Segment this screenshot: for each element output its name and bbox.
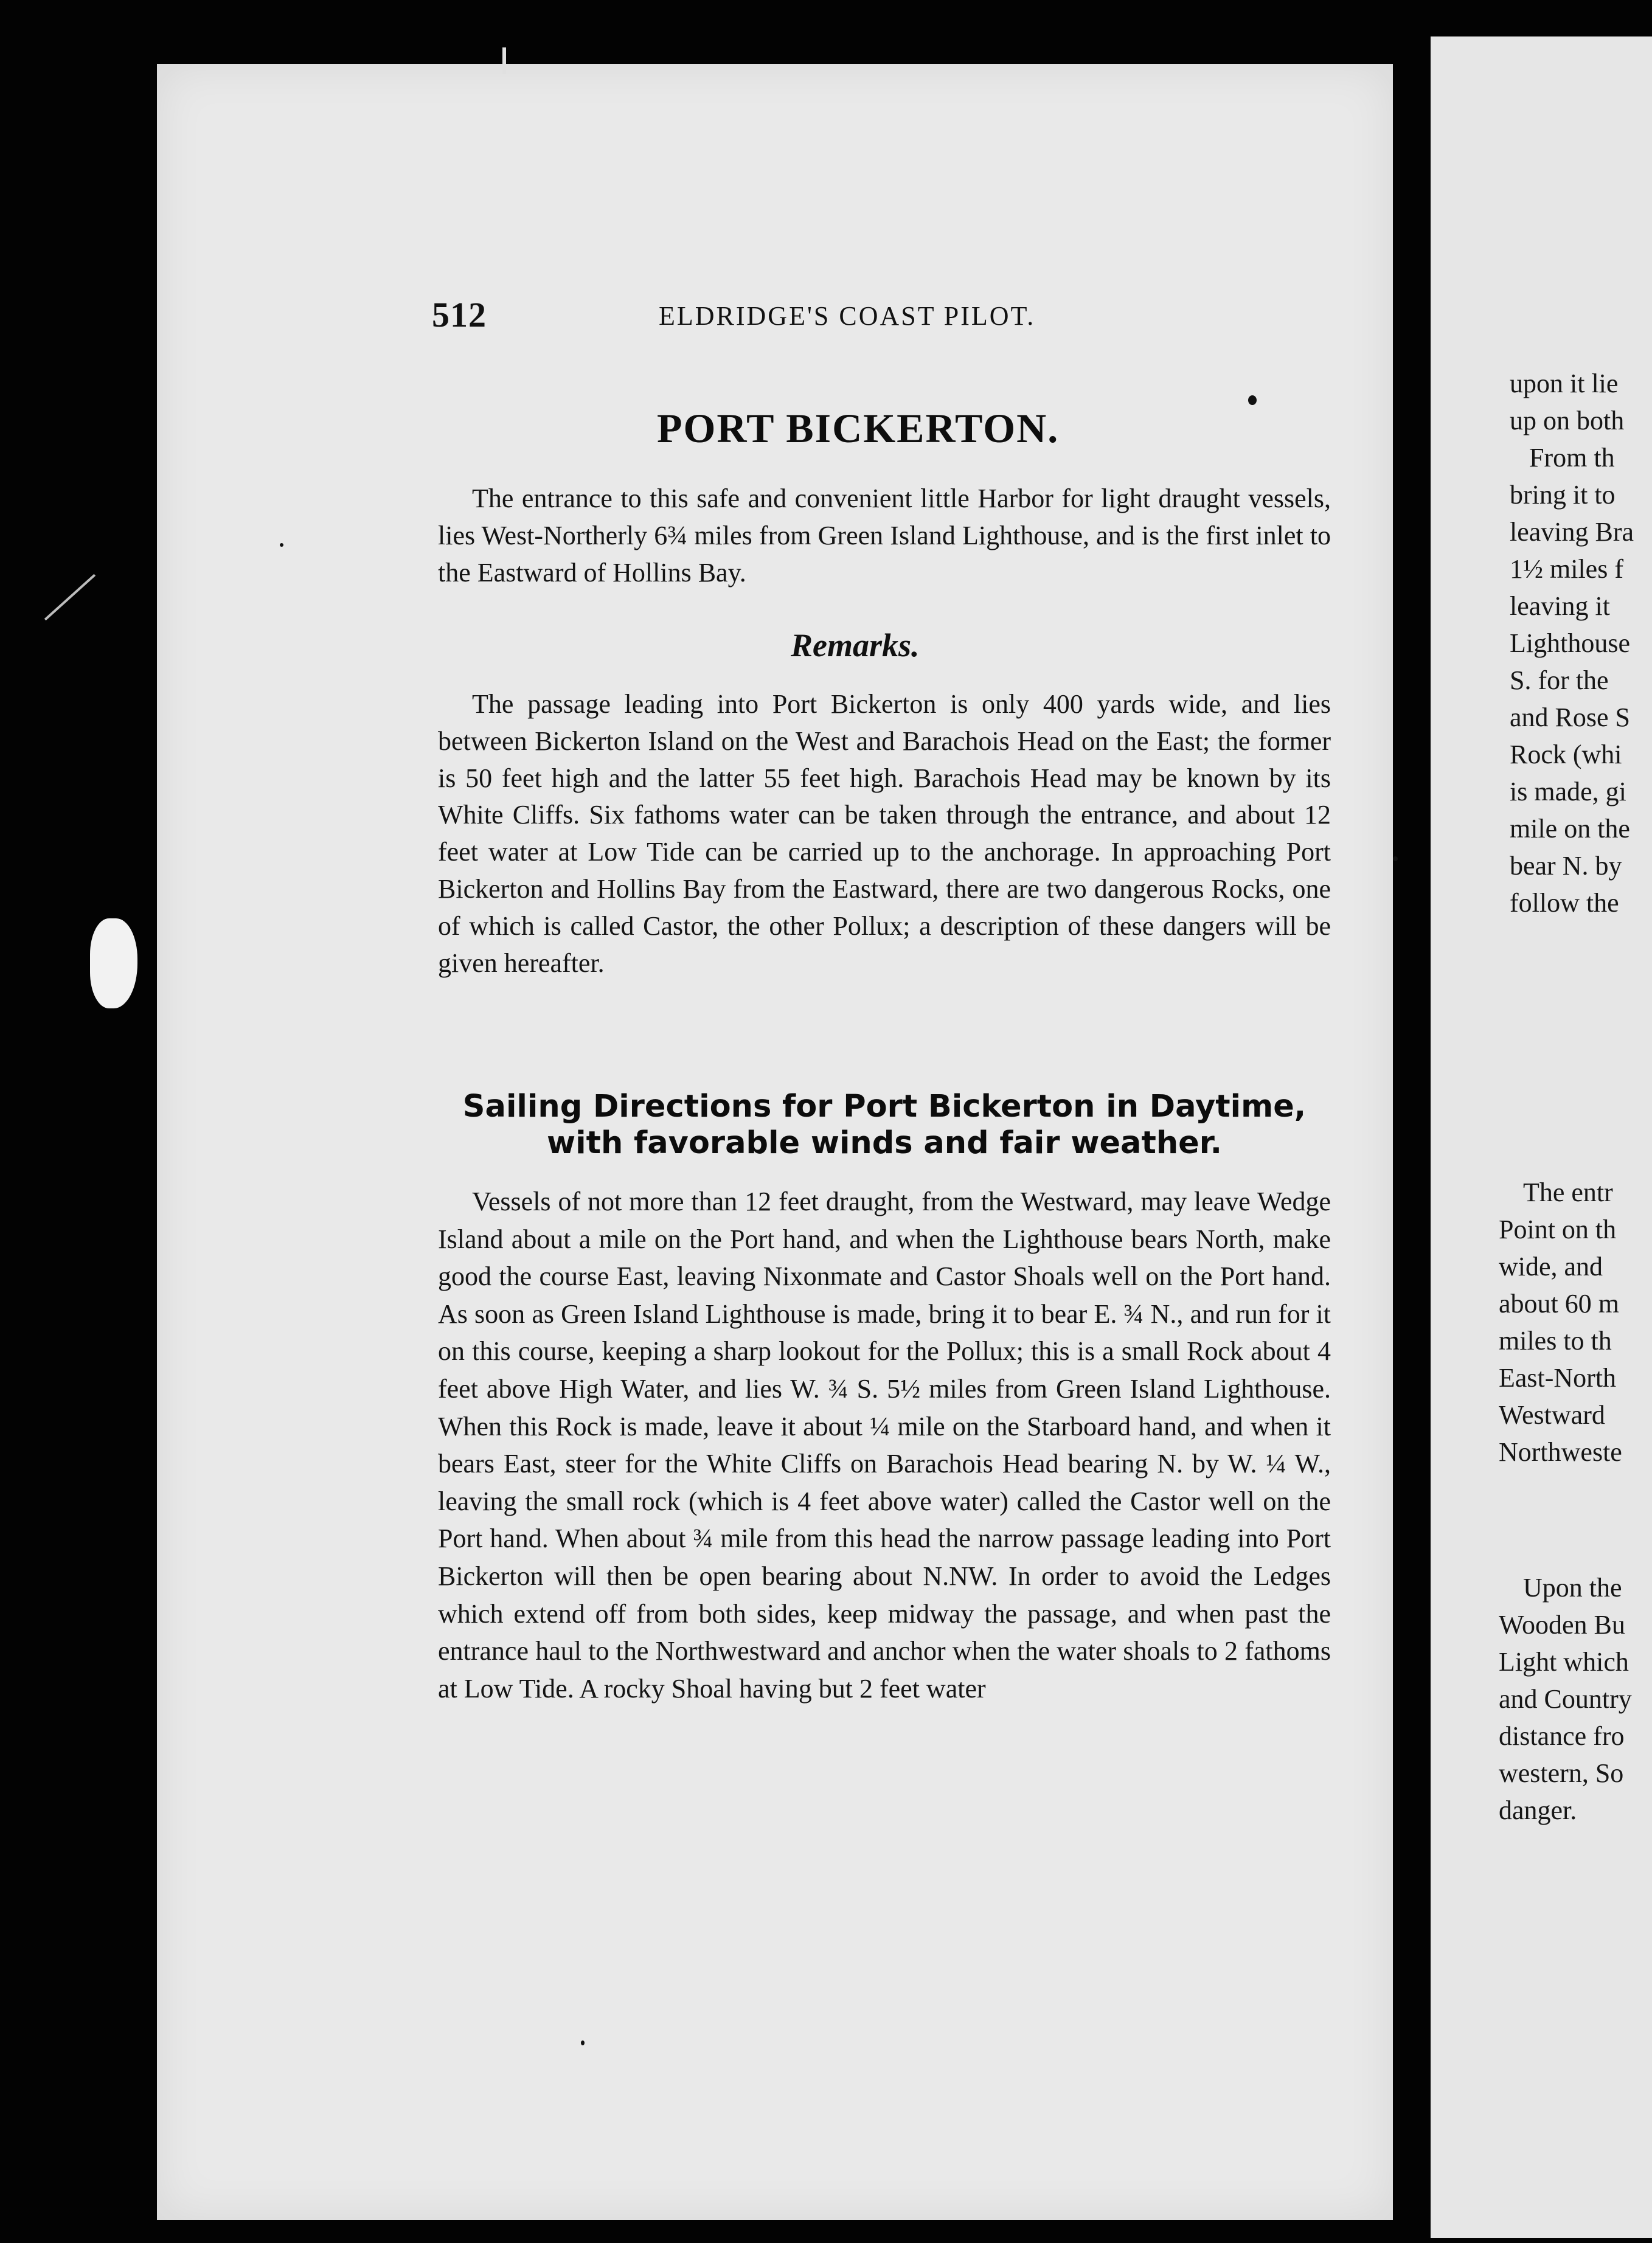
facing-line: Northweste: [1499, 1437, 1622, 1467]
facing-line: bear N. by: [1510, 851, 1622, 881]
facing-line: leaving it: [1510, 591, 1610, 621]
facing-page-block-2: [1499, 1174, 1652, 1471]
facing-page: [1431, 36, 1652, 2238]
facing-line: Rock (whi: [1510, 740, 1622, 769]
facing-line: and Country: [1499, 1684, 1632, 1714]
facing-line: mile on the: [1510, 814, 1630, 844]
running-head: [432, 291, 1393, 339]
facing-line: wide, and: [1499, 1252, 1603, 1281]
facing-page-block-1: [1510, 365, 1652, 921]
facing-line: Light which: [1499, 1647, 1629, 1677]
facing-line: Westward: [1499, 1400, 1605, 1430]
facing-line: follow the: [1510, 888, 1619, 918]
sailing-heading-line-1: Sailing Directions for Port Bickerton in Daytime,: [462, 1089, 1307, 1125]
facing-line: East-North: [1499, 1363, 1617, 1393]
facing-line: Lighthouse: [1510, 628, 1630, 658]
section-title: PORT BICKERTON.: [657, 405, 1060, 451]
ink-speck: [1248, 395, 1257, 405]
sailing-directions-heading: [438, 1089, 1331, 1162]
ink-speck: [280, 543, 283, 547]
sailing-heading-line-2: with favorable winds and fair weather.: [547, 1125, 1222, 1161]
sailing-text: Vessels of not more than 12 feet draught, from the Westward, may leave Wedge Island about a mile on the Port hand, and when the Lighthouse bears North, make good the course East, leaving Nixonmate and Castor Shoals well on the Port hand. As soon as Green Island Lighthouse is made, bring it to bear E. ¾ N., and run for it on this course, keeping a sharp lookout for the Pollux; this is a small Rock about 4 feet above High Water, and lies W. ¾ S. 5½ miles from Green Island Lighthouse. When this Rock is made, leave it about ¼ mile on the Starboard hand, and when it bears East, steer for the White Cliffs on Barachois Head bearing N. by W. ¼ W., leaving the small rock (which is 4 feet above water) called the Castor well on the Port hand. When about ¾ mile from this head the narrow passage leading into Port Bickerton will then be open bearing about N.NW. In order to avoid the Ledges which extend off from both sides, keep midway the passage, and when past the entrance haul to the Northwestward and anchor when the water shoals to 2 fathoms at Low Tide. A rocky Shoal having but 2 feet water: [438, 1187, 1331, 1704]
facing-line: Upon the: [1523, 1573, 1622, 1603]
top-edge-mark: [502, 47, 506, 74]
facing-line: From th: [1529, 443, 1615, 473]
facing-line: S. for the: [1510, 665, 1609, 695]
margin-tab-mark: [90, 918, 137, 1008]
facing-line: distance fro: [1499, 1721, 1625, 1751]
ink-speck: [581, 2040, 585, 2045]
facing-page-block-3: [1499, 1569, 1652, 1829]
facing-line: danger.: [1499, 1795, 1577, 1825]
intro-paragraph: [438, 480, 1331, 591]
sailing-directions-paragraph: [438, 1183, 1331, 1707]
facing-line: western, So: [1499, 1758, 1624, 1788]
facing-line: bring it to: [1510, 480, 1616, 510]
intro-text: The entrance to this safe and convenient little Harbor for light draught vessels, lies West-Northerly 6¾ miles from Green Island Lighthouse, and is the first inlet to the Eastward of Hollins Bay.: [438, 484, 1331, 588]
facing-line: about 60 m: [1499, 1289, 1619, 1319]
facing-line: up on both: [1510, 406, 1625, 435]
ink-speck: [1393, 856, 1398, 861]
facing-line: Wooden Bu: [1499, 1610, 1625, 1640]
remarks-paragraph: [438, 686, 1331, 982]
facing-line: is made, gi: [1510, 777, 1626, 806]
facing-line: 1½ miles f: [1510, 554, 1623, 584]
facing-line: Point on th: [1499, 1215, 1617, 1244]
page-number: 512: [432, 295, 487, 335]
left-margin-scratch: [44, 574, 95, 621]
running-title: ELDRIDGE'S COAST PILOT.: [659, 301, 1036, 331]
facing-line: miles to th: [1499, 1326, 1612, 1356]
facing-line: and Rose S: [1510, 702, 1630, 732]
facing-line: upon it lie: [1510, 369, 1619, 398]
remarks-heading: Remarks.: [791, 627, 920, 664]
facing-line: The entr: [1523, 1177, 1613, 1207]
facing-line: leaving Bra: [1510, 517, 1634, 547]
remarks-text: The passage leading into Port Bickerton is only 400 yards wide, and lies between Bickerton Island on the West and Barachois Head on the East; the former is 50 feet high and the latter 55 feet high. Barachois Head may be known by its White Cliffs. Six fathoms water can be taken through the entrance, and about 12 feet water at Low Tide can be carried up to the anchorage. In approaching Port Bickerton and Hollins Bay from the Eastward, there are two dangerous Rocks, one of which is called Castor, the other Pollux; a description of these dangers will be given hereafter.: [438, 689, 1331, 978]
